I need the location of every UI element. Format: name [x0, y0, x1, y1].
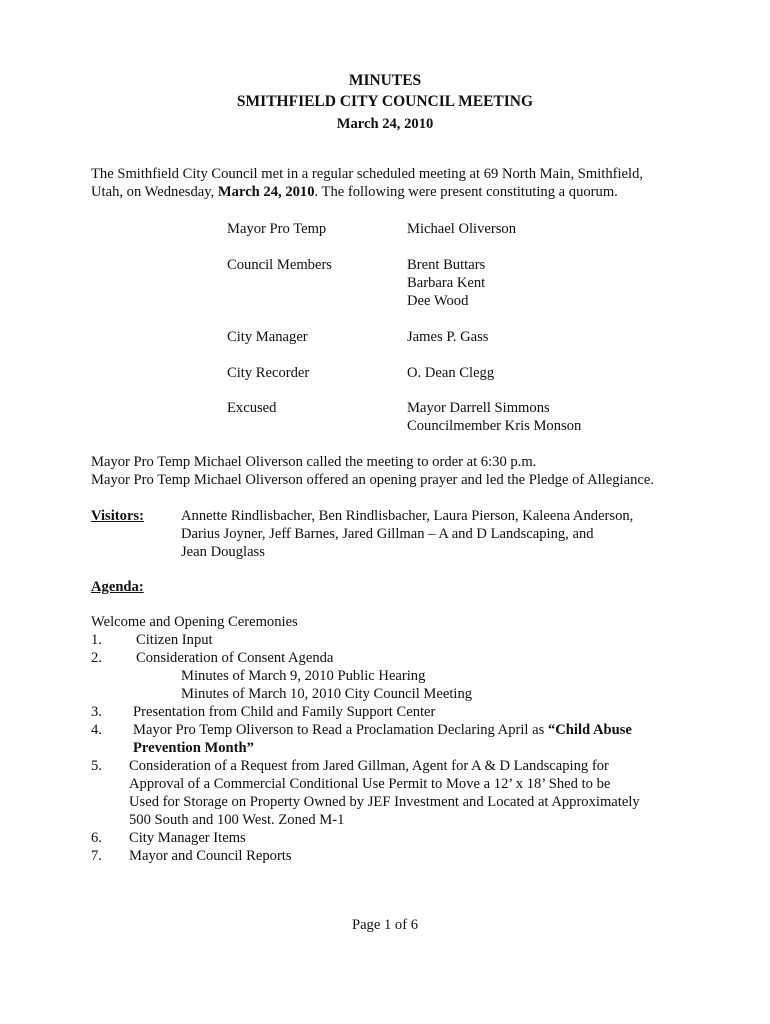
council-member-name: Brent Buttars	[407, 257, 486, 273]
agenda-item-text: Citizen Input	[136, 632, 213, 648]
agenda-item-text: Used for Storage on Property Owned by JEF Investment and Located at Approximately	[129, 794, 640, 810]
agenda-welcome: Welcome and Opening Ceremonies	[91, 614, 298, 630]
agenda-item-number: 3.	[91, 704, 102, 720]
city-manager-name: James P. Gass	[407, 329, 489, 345]
city-recorder-label: City Recorder	[227, 365, 310, 381]
council-member-name: Dee Wood	[407, 293, 469, 309]
agenda-item-text: Consideration of a Request from Jared Gillman, Agent for A & D Landscaping for	[129, 758, 609, 774]
agenda-item-text	[133, 721, 632, 739]
agenda-item-number: 4.	[91, 722, 102, 738]
agenda-item-number: 6.	[91, 830, 102, 846]
city-recorder-name: O. Dean Clegg	[407, 365, 495, 381]
agenda-item-text: Presentation from Child and Family Support Center	[133, 704, 436, 720]
page-number: Page 1 of 6	[351, 917, 419, 933]
visitors-label: Visitors:	[91, 508, 144, 524]
intro-line-1: The Smithfield City Council met in a regular scheduled meeting at 69 North Main, Smithfield,	[91, 166, 644, 182]
agenda-item-number: 1.	[91, 632, 102, 648]
council-member-name: Barbara Kent	[407, 275, 486, 291]
agenda-subitem: Minutes of March 9, 2010 Public Hearing	[181, 668, 426, 684]
opening-line-1: Mayor Pro Temp Michael Oliverson called the meeting to order at 6:30 p.m.	[91, 454, 537, 470]
intro-line-2-post: . The following were present constituting a quorum.	[314, 184, 618, 200]
agenda-item-number: 7.	[91, 848, 102, 864]
mayor-pro-temp-label: Mayor Pro Temp	[227, 221, 327, 237]
excused-name: Councilmember Kris Monson	[407, 418, 582, 434]
excused-label: Excused	[227, 400, 277, 416]
agenda-item-text: City Manager Items	[129, 830, 246, 846]
agenda-item-text: Consideration of Consent Agenda	[136, 650, 334, 666]
agenda-subitem: Minutes of March 10, 2010 City Council Meeting	[181, 686, 473, 702]
visitors-line: Annette Rindlisbacher, Ben Rindlisbacher, Laura Pierson, Kaleena Anderson,	[181, 508, 634, 524]
agenda-item-text: Approval of a Commercial Conditional Use Permit to Move a 12’ x 18’ Shed to be	[129, 776, 611, 792]
agenda-item-4-text: Mayor Pro Temp Oliverson to Read a Proclamation Declaring April as	[133, 722, 548, 738]
intro-line-2-date: March 24, 2010	[217, 184, 315, 200]
agenda-item-number: 2.	[91, 650, 102, 666]
document-subtitle: SMITHFIELD CITY COUNCIL MEETING	[236, 93, 534, 110]
agenda-item-4-bold: “Child Abuse	[547, 722, 632, 738]
agenda-item-4-bold-continued: Prevention Month”	[133, 740, 254, 756]
city-manager-label: City Manager	[227, 329, 308, 345]
mayor-pro-temp-name: Michael Oliverson	[407, 221, 517, 237]
visitors-line: Darius Joyner, Jeff Barnes, Jared Gillman – A and D Landscaping, and	[181, 526, 594, 542]
intro-line-2	[91, 183, 618, 201]
council-members-label: Council Members	[227, 257, 332, 273]
document-title: MINUTES	[348, 72, 422, 89]
opening-line-2: Mayor Pro Temp Michael Oliverson offered an opening prayer and led the Pledge of Allegiance.	[91, 472, 654, 488]
visitors-line: Jean Douglass	[181, 544, 265, 560]
intro-line-2-pre: Utah, on Wednesday,	[91, 184, 218, 200]
agenda-item-number: 5.	[91, 758, 102, 774]
meeting-date: March 24, 2010	[336, 116, 434, 132]
agenda-heading: Agenda:	[91, 579, 144, 595]
agenda-item-text: Mayor and Council Reports	[129, 848, 292, 864]
excused-name: Mayor Darrell Simmons	[407, 400, 550, 416]
agenda-item-text: 500 South and 100 West. Zoned M-1	[129, 812, 345, 828]
